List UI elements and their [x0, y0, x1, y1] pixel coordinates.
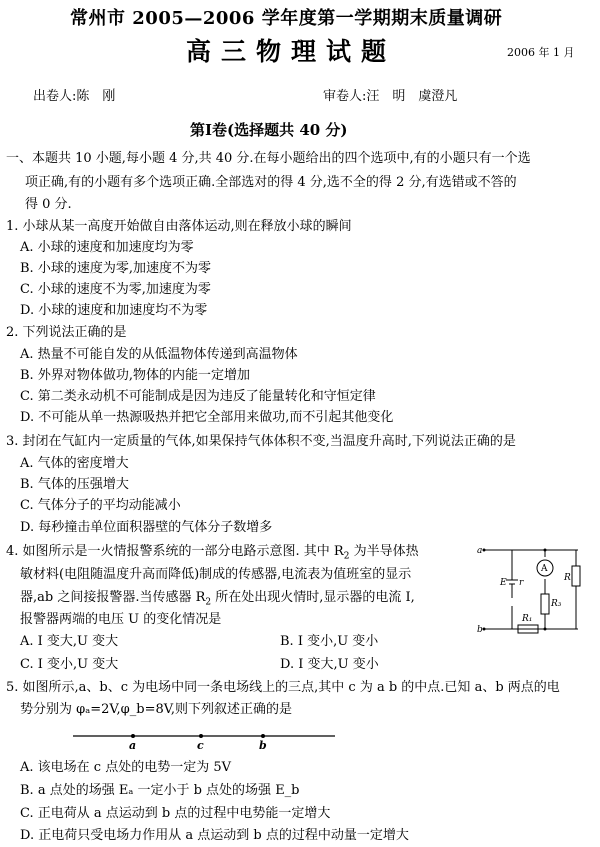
- q2-option-a: A. 热量不可能自发的从低温物体传递到高温物体: [20, 347, 298, 362]
- q4-option-c: C. I 变小,U 变大: [20, 657, 119, 672]
- q1-option-a: A. 小球的速度和加速度均为零: [20, 240, 194, 255]
- point-a-label: a: [129, 739, 137, 752]
- q2-option-c: C. 第二类永动机不可能制成是因为违反了能量转化和守恒定律: [20, 389, 376, 404]
- q5-option-c: C. 正电荷从 a 点运动到 b 点的过程中电势能一定增大: [20, 806, 331, 821]
- q3-option-a: A. 气体的密度增大: [20, 456, 129, 471]
- emf-label: E: [500, 578, 507, 588]
- q4-option-d: D. I 变大,U 变小: [280, 657, 379, 672]
- q2-option-d: D. 不可能从单一热源吸热并把它全部用来做功,而不引起其他变化: [20, 410, 394, 425]
- author-line: 出卷人:陈 刚: [33, 89, 116, 104]
- question-4-line: [20, 590, 415, 611]
- electric-field-line: [70, 728, 340, 752]
- section-title: 第Ⅰ卷(选择题共 40 分): [190, 121, 348, 139]
- resistor-r3-label: R₃: [551, 599, 562, 609]
- instruction-line: 项正确,有的小题有多个选项正确.全部选对的得 4 分,选不全的得 2 分,有选错或不答的: [25, 175, 517, 190]
- q4-line1-a: 4. 如图所示是一火情报警系统的一部分电路示意图. 其中 R: [6, 544, 344, 559]
- q4-line3-b: 所在处出现火情时,显示器的电流 I,: [211, 590, 415, 605]
- question-2-stem: 2. 下列说法正确的是: [6, 325, 127, 340]
- q4-line3-a: 器,ab 之间接报警器.当传感器 R: [20, 590, 206, 605]
- question-4-line: 报警器两端的电压 U 的变化情况是: [20, 612, 222, 627]
- q4-option-a: A. I 变大,U 变大: [20, 634, 119, 649]
- q2-option-b: B. 外界对物体做功,物体的内能一定增加: [20, 368, 250, 383]
- q3-option-d: D. 每秒撞击单位面积器壁的气体分子数增多: [20, 520, 273, 535]
- q1-option-c: C. 小球的速度不为零,加速度为零: [20, 282, 211, 297]
- circuit-diagram: [478, 540, 588, 640]
- q5-option-b: B. a 点处的场强 Eₐ 一定小于 b 点处的场强 E_b: [20, 783, 300, 798]
- question-5-line: 势分别为 φₐ=2V,φ_b=8V,则下列叙述正确的是: [20, 702, 292, 717]
- q1-option-b: B. 小球的速度为零,加速度不为零: [20, 261, 211, 276]
- ammeter-label: A: [541, 564, 548, 574]
- terminal-b-label: b: [477, 625, 483, 635]
- question-5-line: 5. 如图所示,a、b、c 为电场中同一条电场线上的三点,其中 c 为 a b 的中点.已知 a、b 两点的电: [6, 680, 560, 695]
- exam-date: 2006 年 1 月: [507, 46, 575, 59]
- q5-option-a: A. 该电场在 c 点处的电势一定为 5V: [20, 760, 231, 775]
- internal-resistance-label: r: [519, 578, 524, 588]
- instruction-line: 一、本题共 10 小题,每小题 4 分,共 40 分.在每小题给出的四个选项中,有的小题只有一个选: [6, 151, 531, 166]
- resistor-r2-label: R: [564, 573, 571, 583]
- q4-option-b: B. I 变小,U 变小: [280, 634, 379, 649]
- exam-title: 高三物理试题: [186, 37, 397, 66]
- q4-line1-b: 为半导体热: [349, 544, 419, 559]
- instruction-line: 得 0 分.: [25, 197, 72, 212]
- terminal-a-label: a: [477, 546, 483, 556]
- q4-line3-sub: 2: [205, 597, 212, 608]
- question-4-line: 敏材料(电阻随温度升高而降低)制成的传感器,电流表为值班室的显示: [20, 567, 412, 582]
- resistor-r1-label: R₁: [522, 614, 533, 624]
- q3-option-c: C. 气体分子的平均动能减小: [20, 498, 181, 513]
- school-title: 常州市 2005—2006 学年度第一学期期末质量调研: [70, 8, 503, 29]
- question-3-stem: 3. 封闭在气缸内一定质量的气体,如果保持气体体积不变,当温度升高时,下列说法正确的是: [6, 434, 516, 449]
- question-1-stem: 1. 小球从某一高度开始做自由落体运动,则在释放小球的瞬间: [6, 219, 352, 234]
- point-b-label: b: [259, 739, 267, 752]
- q1-option-d: D. 小球的速度和加速度均不为零: [20, 303, 208, 318]
- q4-line1-sub: 2: [343, 551, 350, 562]
- q3-option-b: B. 气体的压强增大: [20, 477, 129, 492]
- question-4-line: [6, 544, 419, 565]
- reviewer-line: 审卷人:汪 明 虞澄凡: [323, 89, 458, 104]
- q5-option-d: D. 正电荷只受电场力作用从 a 点运动到 b 点的过程中动量一定增大: [20, 828, 409, 843]
- point-c-label: c: [197, 739, 204, 752]
